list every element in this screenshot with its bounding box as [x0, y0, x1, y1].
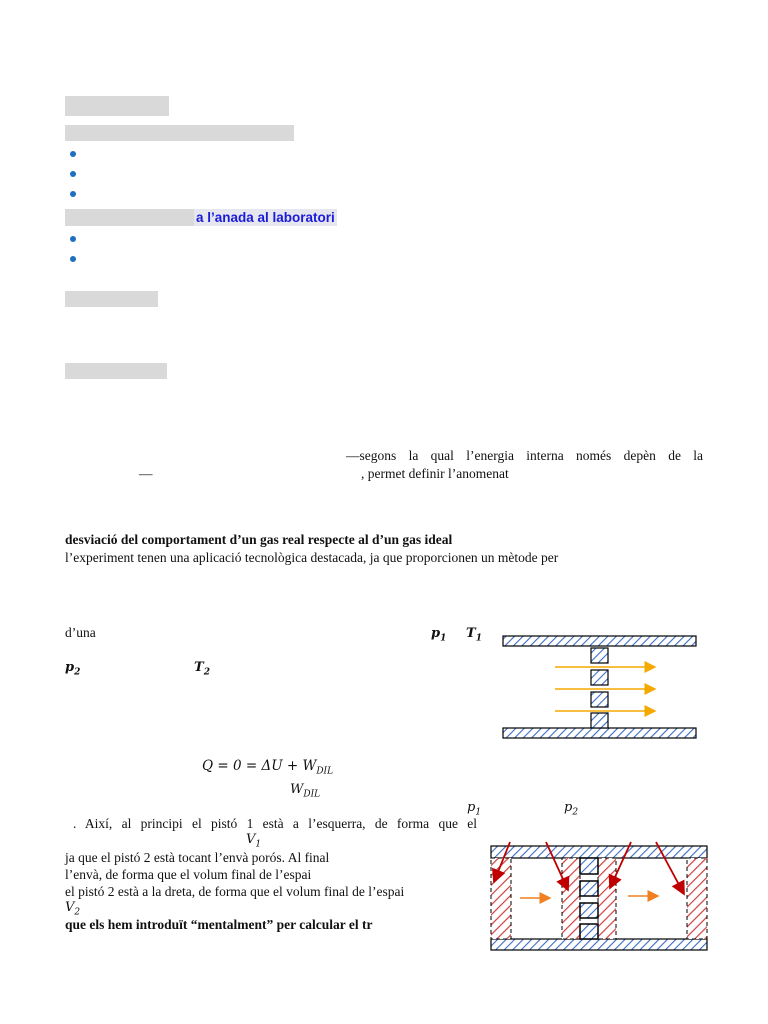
porous-block-2 — [580, 881, 598, 896]
piston-diagram — [488, 838, 710, 954]
paragraph1-line1: —segons la qual l’energia interna només depèn de la — [346, 448, 703, 463]
paragraph4-line3: l’envà, de forma que el volum final de l’espai — [65, 867, 312, 882]
paragraph1-line2: , permet definir l’anomenat — [361, 466, 509, 481]
bullet-2 — [70, 171, 76, 177]
cylinder-top-wall — [491, 846, 707, 858]
bullet-1 — [70, 151, 76, 157]
bullet-3 — [70, 191, 76, 197]
p1-symbol: $p_1$ — [431, 626, 447, 644]
bullet-4 — [70, 236, 76, 242]
t1-symbol: $T_1$ — [466, 626, 482, 644]
v2-symbol: $V_2$ — [65, 900, 81, 918]
heading-placeholder-2 — [65, 125, 294, 141]
lab-link[interactable]: a l’anada al laboratori — [196, 210, 335, 225]
porous-plug-diagram — [500, 633, 700, 743]
v1-symbol: $V_1$ — [246, 832, 262, 850]
piston-mid-left — [562, 858, 580, 939]
plug-block-3 — [591, 692, 608, 707]
energy-equation: $Q = 0 = \Delta U + W_{DIL}$ — [202, 758, 334, 777]
paragraph4-line1: . Així, al principi el pistó 1 està a l’esquerra, de forma que el — [73, 816, 477, 831]
paragraph4-line2: ja que el pistó 2 està tocant l’envà porós. Al final — [65, 850, 330, 865]
plug-block-4 — [591, 713, 608, 728]
t2-symbol: $T_2$ — [194, 660, 210, 678]
heading-placeholder-5 — [65, 363, 167, 379]
bottom-wall — [503, 728, 696, 738]
piston-right — [687, 858, 707, 939]
fig2-p1-label: $p_1$ — [467, 800, 482, 818]
heading-placeholder-3 — [65, 209, 195, 226]
paragraph2-bold: desviació del comportament d’un gas real respecte al d’un gas ideal — [65, 532, 453, 547]
paragraph2-line2: l’experiment tenen una aplicació tecnològica destacada, ja que proporcionen un mètode per — [65, 550, 559, 565]
bullet-5 — [70, 256, 76, 262]
wdil-symbol: $W_{DIL}$ — [290, 782, 321, 800]
porous-block-1 — [580, 858, 598, 874]
fig2-p2-label: $p_2$ — [564, 800, 579, 818]
porous-block-4 — [580, 924, 598, 939]
heading-placeholder-1 — [65, 96, 169, 116]
plug-block-2 — [591, 670, 608, 685]
paragraph4-line4: el pistó 2 està a la dreta, de forma que el volum final de l’espai — [65, 884, 405, 899]
cylinder-bottom-wall — [491, 939, 707, 950]
duna-text: d’una — [65, 625, 96, 640]
top-wall — [503, 636, 696, 646]
p2-symbol: $p_2$ — [65, 660, 81, 678]
heading-placeholder-4 — [65, 291, 158, 307]
paragraph4-bold: que els hem introduït “mentalment” per calcular el tr — [65, 917, 373, 932]
plug-block-1 — [591, 648, 608, 663]
paragraph1-dash: — — [139, 466, 153, 481]
piston-mid-right — [598, 858, 616, 939]
piston-left — [491, 858, 511, 939]
porous-block-3 — [580, 903, 598, 918]
